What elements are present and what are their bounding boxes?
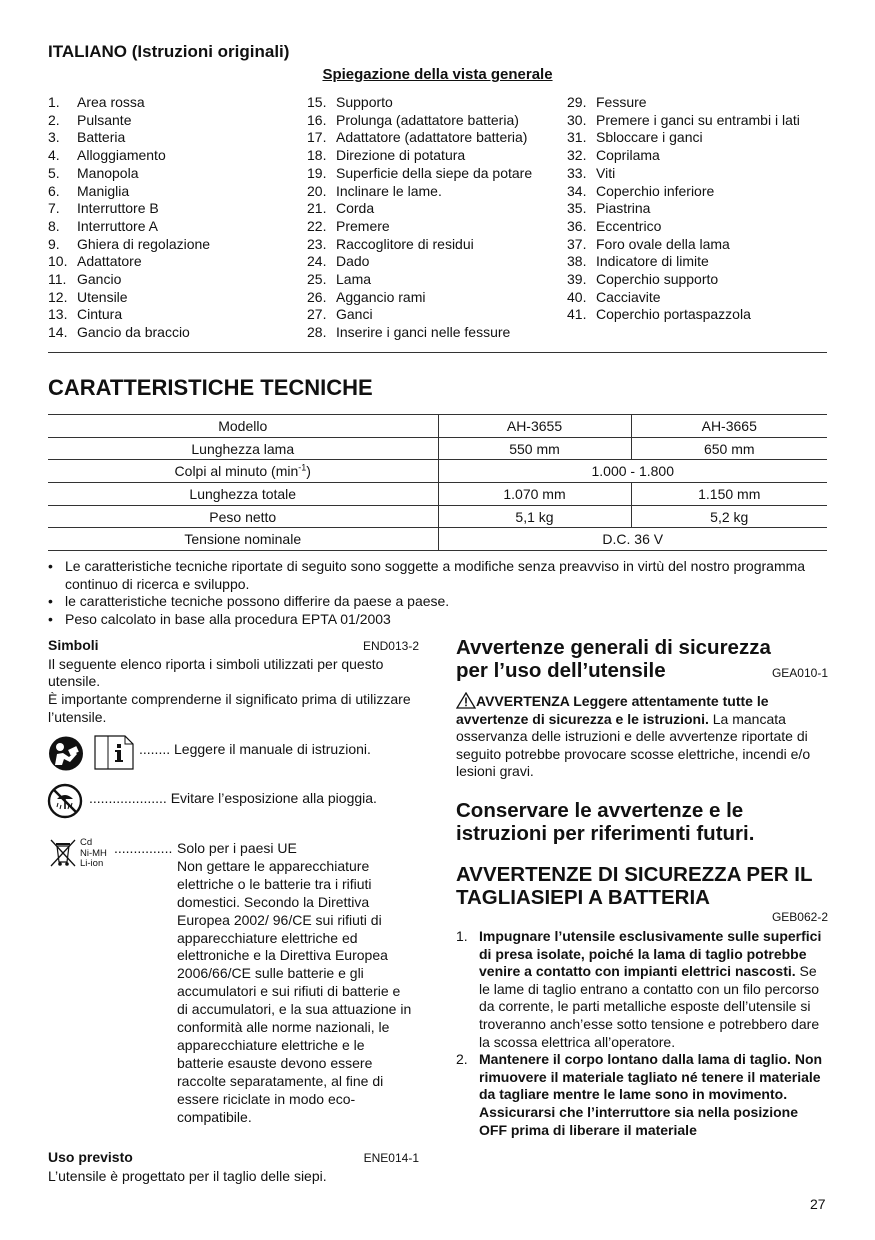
eu-title: Solo per i paesi UE [177,840,297,856]
part-number: 19. [307,164,327,181]
rule-number: 1. [456,927,468,944]
part-number: 25. [307,271,327,288]
list-item [48,289,298,307]
list-item [48,112,298,130]
part-number: 2. [48,111,60,128]
eu-body: Non gettare le apparecchiature elettriche o le batterie tra i rifiuti domestici. Secondo la Direttiva Europea 2002/ 96/CE sui rifiuti di apparecchiature elettriche ed elettroniche e la Direttiva Europea 2006/66/CE sulle batterie e gli accumulatori e sui rifiuti di batterie e di accumulatori, e la sua attuazione in conformità alle norme nazionali, le apparecchiature elettriche e le batterie esauste devono essere raccolte separatamente, al fine di essere riciclate in modo eco-compatibile. [177,857,412,1125]
part-label: Inserire i ganci nelle fessure [336,324,511,341]
part-label: Cintura [77,306,123,323]
part-label: Interruttore B [77,200,159,217]
part-label: Coperchio inferiore [596,182,715,199]
part-label: Supporto [336,94,393,110]
table-cell: 5,2 kg [631,505,827,528]
manual-symbol-row [139,741,371,759]
table-cell: Modello [48,415,438,438]
table-cell: 1.000 - 1.800 [438,460,827,483]
eu-disposal-text [177,840,412,1127]
specs-heading: CARATTERISTICHE TECNICHE [48,375,373,400]
table-cell: Lunghezza lama [48,437,438,460]
dot-leader: .................... [89,790,167,806]
warning-text: La mancata osservanza delle istruzioni e delle avvertenze riportate di seguito potrebbe provocare scosse elettriche, incendi e/o lesioni gravi. [456,710,811,780]
page-number: 27 [810,1196,826,1212]
strokes-label-sup: -1 [298,462,307,473]
read-manual-icon [47,735,87,772]
part-label: Viti [596,164,616,181]
part-label: Coprilama [596,147,660,164]
part-label: Foro ovale della lama [596,235,730,252]
table-row [48,483,827,506]
list-item [48,218,298,236]
part-number: 38. [567,253,587,270]
symbols-code: END013-2 [362,639,419,653]
list-item [307,306,562,324]
eu-dot-leader: ............... [114,840,173,856]
rule-text [479,928,828,1051]
hedge-safety-code: GEB062-2 [771,909,828,924]
part-label: Indicatore di limite [596,253,709,270]
list-item [567,129,837,147]
parts-list-col3 [567,94,837,324]
list-item [48,324,298,342]
part-label: Gancio [77,271,122,288]
table-cell: 550 mm [438,437,631,460]
dot-leader: ........ [139,741,171,757]
battery-type-labels [80,838,107,870]
rule-number: 2. [456,1051,468,1068]
part-label: Sbloccare i ganci [596,129,703,146]
part-number: 36. [567,217,587,234]
symbols-header [48,637,419,656]
table-row [48,460,827,483]
part-label: Area rossa [77,94,145,110]
list-item [307,183,562,201]
list-item [48,129,298,147]
part-number: 23. [307,235,327,252]
part-label: Interruttore A [77,217,158,234]
table-row [48,415,827,438]
rule-bold: Impugnare l’utensile esclusivamente sulle superfici di presa isolate, poiché la lama di taglio potrebbe venire a contatto con impianti elettrici nascosti. [479,927,822,980]
battery-label: Cd [80,837,93,848]
part-label: Adattatore [77,253,142,270]
note-item: • le caratteristiche tecniche possono differire da paese a paese. [48,593,828,611]
part-number: 29. [567,94,587,110]
general-warning-paragraph [456,692,828,781]
part-number: 16. [307,111,327,128]
general-safety-title-1: Avvertenze generali di sicurezza [456,636,771,659]
part-number: 20. [307,182,327,199]
part-label: Ganci [336,306,373,323]
part-number: 24. [307,253,327,270]
part-number: 10. [48,253,68,270]
strokes-label: Colpi al minuto (min [174,463,299,480]
list-item [567,165,837,183]
symbols-intro-2: È importante comprenderne il significato prima di utilizzare l’utensile. [48,691,411,725]
part-label: Utensile [77,288,128,305]
intended-use-text: L’utensile è progettato per il taglio delle siepi. [48,1167,327,1184]
list-item [48,200,298,218]
part-number: 40. [567,288,587,305]
list-item [307,253,562,271]
rule-bold: Mantenere il corpo lontano dalla lama di taglio. Non rimuovere il materiale tagliato né tenere il materiale da tagliare mentre le lame sono in movimento. Assicurarsi che l’interruttore sia nella posizione OFF prima di liberare il materiale [479,1051,823,1138]
part-label: Manopola [77,164,139,181]
part-number: 33. [567,164,587,181]
part-number: 4. [48,147,60,164]
part-number: 22. [307,217,327,234]
part-number: 15. [307,94,327,110]
part-number: 18. [307,147,327,164]
list-item [567,147,837,165]
rule-text [479,1051,828,1139]
crossed-bin-icon [47,836,79,868]
part-label: Cacciavite [596,288,661,305]
part-label: Dado [336,253,370,270]
table-cell: 1.150 mm [631,483,827,506]
part-label: Corda [336,200,375,217]
list-item [307,129,562,147]
rain-symbol-text: Evitare l’esposizione alla pioggia. [170,790,377,806]
intended-use-header [48,1149,419,1168]
part-number: 30. [567,111,587,128]
warning-triangle-icon [456,692,476,709]
list-item [48,165,298,183]
rain-symbol-row [89,790,377,808]
part-label: Gancio da braccio [77,324,190,341]
part-label: Inclinare le lame. [336,182,442,199]
no-rain-icon [47,783,85,819]
hedge-safety-rules [456,928,828,1139]
specs-table [48,414,827,551]
part-number: 28. [307,324,327,341]
rule-body: Se le lame di taglio entrano a contatto con un filo percorso da corrente, le parti metalliche esposte dell’utensile si troveranno anch’esse sotto tensione e potrebbero dare la scossa elettrica all’operatore. [479,963,820,1050]
part-number: 39. [567,271,587,288]
note-item: • Peso calcolato in base alla procedura EPTA 01/2003 [48,611,828,629]
list-item [48,183,298,201]
battery-label: Li-ion [80,858,104,869]
part-label: Superficie della siepe da potare [336,164,533,181]
list-item [48,253,298,271]
list-item [567,218,837,236]
battery-label: Ni-MH [80,847,107,859]
list-item [567,112,837,130]
table-cell: AH-3665 [631,415,827,438]
list-item [307,165,562,183]
table-cell: D.C. 36 V [438,528,827,551]
part-number: 3. [48,129,60,146]
table-cell: 5,1 kg [438,505,631,528]
list-item [48,94,298,112]
list-item [307,94,562,112]
table-row [48,505,827,528]
symbols-section [48,637,419,727]
table-row [48,437,827,460]
part-label: Adattatore (adattatore batteria) [336,129,528,146]
table-row [48,528,827,551]
list-item [456,1051,828,1139]
part-number: 11. [48,271,67,288]
part-number: 17. [307,129,327,146]
part-number: 21. [307,200,327,217]
list-item [567,94,837,112]
list-item [307,289,562,307]
part-label: Aggancio rami [336,288,426,305]
part-number: 9. [48,235,60,252]
table-cell: 1.070 mm [438,483,631,506]
part-label: Coperchio supporto [596,271,719,288]
part-label: Lama [336,271,372,288]
part-label: Maniglia [77,182,130,199]
part-label: Eccentrico [596,217,662,234]
part-label: Fessure [596,94,647,110]
manual-book-icon [92,734,136,771]
part-label: Ghiera di regolazione [77,235,211,252]
symbols-intro-1: Il seguente elenco riporta i simboli utilizzati per questo utensile. [48,655,384,690]
part-number: 6. [48,182,60,199]
section-divider [48,352,827,353]
strokes-label-end: ) [306,463,311,480]
part-label: Premere i ganci su entrambi i lati [596,111,800,128]
general-safety-title-row [456,659,828,682]
list-item [307,218,562,236]
symbols-title: Simboli [48,637,99,653]
table-cell: AH-3655 [438,415,631,438]
table-cell: Tensione nominale [48,528,438,551]
part-label: Direzione di potatura [336,147,466,164]
part-number: 14. [48,324,68,341]
list-item [567,200,837,218]
list-item [48,306,298,324]
hedge-safety-title: AVVERTENZE DI SICUREZZA PER IL TAGLIASIEPI A BATTERIA [456,862,813,909]
list-item [307,324,562,342]
overview-title: Spiegazione della vista generale [322,66,553,83]
list-item [307,112,562,130]
table-cell [48,460,438,483]
general-safety-code: GEA010-1 [771,666,828,680]
part-number: 32. [567,147,587,164]
table-cell: 650 mm [631,437,827,460]
part-number: 12. [48,288,68,305]
list-item [567,289,837,307]
list-item [307,236,562,254]
part-number: 31. [567,129,587,146]
part-label: Pulsante [77,111,132,128]
part-label: Piastrina [596,200,651,217]
save-instructions-heading: Conservare le avvertenze e le istruzioni per riferimenti futuri. [456,798,755,845]
list-item [48,271,298,289]
part-number: 1. [48,94,60,110]
part-label: Batteria [77,129,126,146]
manual-symbol-text: Leggere il manuale di istruzioni. [174,741,371,757]
list-item [307,200,562,218]
safety-section [456,636,828,1139]
part-number: 5. [48,164,60,181]
part-label: Raccoglitore di residui [336,235,474,252]
note-item: • Le caratteristiche tecniche riportate di seguito sono soggette a modifiche senza preavviso in virtù del nostro programma continuo di ricerca e sviluppo. [48,558,828,593]
list-item [567,253,837,271]
general-safety-title-2: per l’uso dell’utensile [456,659,666,682]
list-item [307,271,562,289]
part-number: 26. [307,288,327,305]
table-cell: Peso netto [48,505,438,528]
list-item [307,147,562,165]
part-label: Alloggiamento [77,147,166,164]
part-number: 37. [567,235,587,252]
specs-notes [48,558,828,628]
part-number: 34. [567,182,587,199]
parts-list-col2 [307,94,562,342]
language-heading: ITALIANO (Istruzioni originali) [48,42,290,61]
part-number: 8. [48,217,60,234]
list-item [567,271,837,289]
part-label: Premere [336,217,390,234]
warning-bold-text: AVVERTENZA Leggere attentamente tutte le avvertenze di sicurezza e le istruzioni. [456,693,769,727]
overview-heading [0,66,875,83]
parts-list-col1 [48,94,298,342]
list-item [567,236,837,254]
list-item [456,928,828,1051]
intended-use-title: Uso previsto [48,1149,133,1165]
intended-use-code: ENE014-1 [363,1151,419,1165]
table-cell: Lunghezza totale [48,483,438,506]
part-number: 27. [307,306,327,323]
list-item [48,147,298,165]
intended-use-section [48,1149,419,1185]
part-number: 7. [48,200,60,217]
list-item [48,236,298,254]
part-number: 41. [567,306,587,323]
list-item [567,183,837,201]
list-item [567,306,837,324]
part-label: Coperchio portaspazzola [596,306,751,323]
part-number: 13. [48,306,68,323]
part-number: 35. [567,200,587,217]
part-label: Prolunga (adattatore batteria) [336,111,519,128]
